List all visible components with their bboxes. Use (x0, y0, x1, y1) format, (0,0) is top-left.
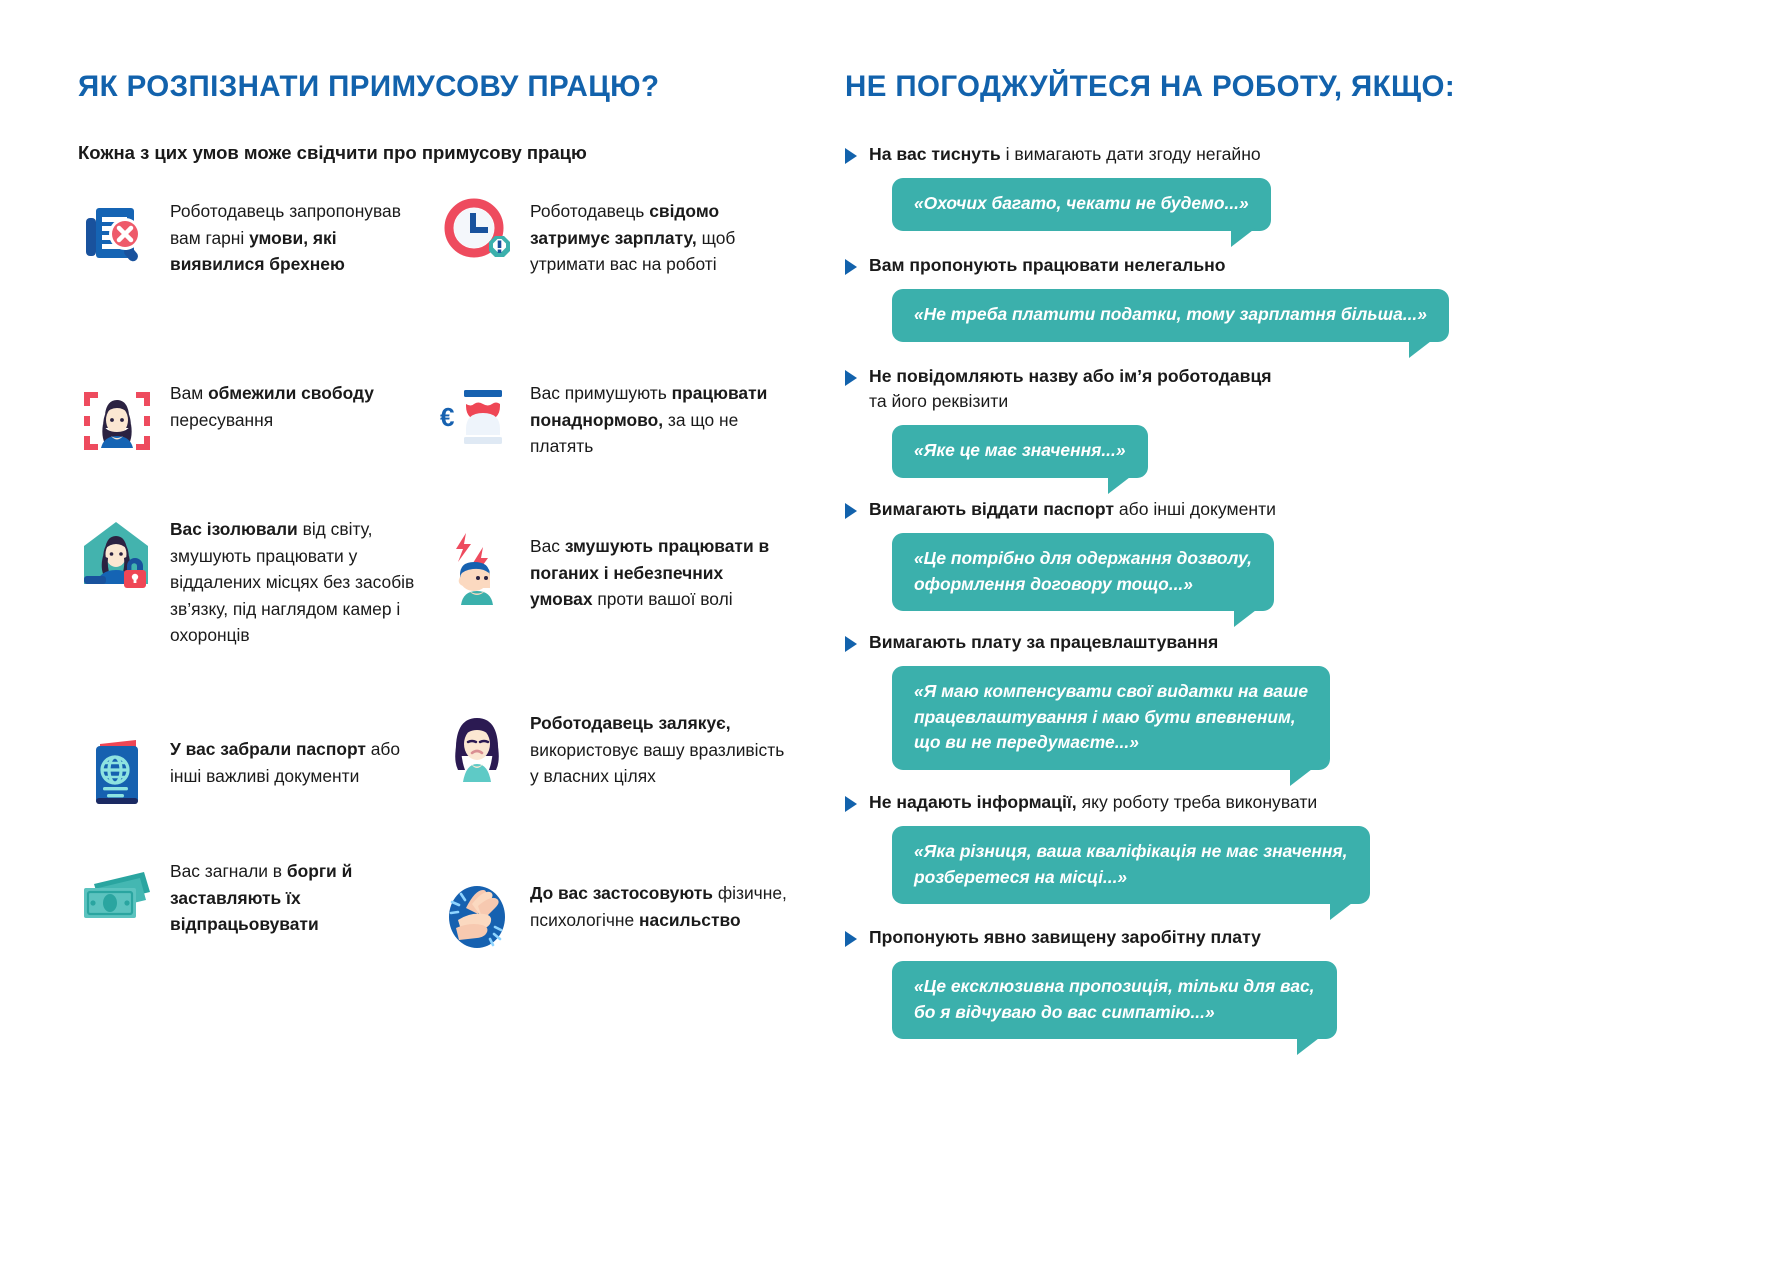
condition-item (78, 734, 428, 812)
warning-heading-text: Вимагають плату за працевлаштування (869, 632, 1219, 652)
condition-item-text: Вас змушують працювати в поганих і небезпечних умовах проти вашої волі (530, 536, 770, 609)
quote-bubble: «Це потрібно для одержання дозволу, оформлення договору тощо...» (892, 533, 1274, 611)
right-column (845, 0, 1745, 1276)
condition-item-text: Вам обмежили свободу пересування (170, 383, 374, 430)
svg-text:€: € (440, 402, 455, 432)
condition-item (78, 196, 428, 278)
condition-item-text: У вас забрали паспорт або інші важливі документи (170, 739, 401, 786)
triangle-bullet-icon (845, 148, 857, 164)
triangle-bullet-icon (845, 259, 857, 275)
quote-bubble: «Не треба платити податки, тому зарплатня більша...» (892, 289, 1449, 342)
left-column (78, 0, 808, 1276)
condition-item-text: Вас ізолювали від світу, змушують працювати у віддалених місцях без засобів зв’язку, під наглядом камер і охоронців (170, 519, 415, 645)
warning-heading (845, 253, 1745, 278)
left-column-title: ЯК РОЗПІЗНАТИ ПРИМУСОВУ ПРАЦЮ? (78, 70, 660, 103)
clock-warning-icon (438, 196, 516, 274)
triangle-bullet-icon (845, 370, 857, 386)
warning-block (845, 497, 1745, 611)
condition-item (78, 378, 428, 456)
warning-block (845, 142, 1745, 231)
quote-bubble: «Я маю компенсувати свої видатки на ваше працевлаштування і маю бути впевненим, що ви не передумаєте...» (892, 666, 1330, 770)
condition-item (438, 378, 788, 460)
condition-item (78, 856, 428, 938)
triangle-bullet-icon (845, 503, 857, 519)
hourglass-euro-icon (438, 378, 516, 456)
warning-heading (845, 497, 1745, 522)
warning-heading-text: Вам пропонують працювати нелегально (869, 255, 1226, 275)
warning-heading (845, 790, 1745, 815)
lightning-worker-icon (438, 531, 516, 609)
passport-icon (78, 734, 156, 812)
condition-item (438, 878, 788, 956)
quote-bubble: «Яка різниця, ваша кваліфікація не має значення, розберетеся на місці...» (892, 826, 1370, 904)
condition-item (438, 708, 788, 790)
warning-block (845, 630, 1745, 770)
warning-heading-text: Пропонують явно завищену заробітну плату (869, 927, 1261, 947)
condition-item-text: Роботодавець свідомо затримує зарплату, щоб утримати вас на роботі (530, 201, 736, 274)
warning-heading-text: Не повідомляють назву або ім’я роботодавця та його реквізити (869, 366, 1272, 411)
condition-item-text: Роботодавець запропонував вам гарні умови, які виявилися брехнею (170, 201, 401, 274)
right-column-title: НЕ ПОГОДЖУЙТЕСЯ НА РОБОТУ, ЯКЩО: (845, 70, 1456, 103)
money-banknotes-icon (78, 856, 156, 934)
sad-woman-icon (438, 708, 516, 786)
condition-item (78, 514, 428, 649)
triangle-bullet-icon (845, 796, 857, 812)
condition-item (438, 196, 788, 278)
triangle-bullet-icon (845, 636, 857, 652)
warning-heading-text: На вас тиснуть і вимагають дати згоду негайно (869, 144, 1261, 164)
quote-bubble: «Яке це має значення...» (892, 425, 1148, 478)
quote-bubble: «Охочих багато, чекати не будемо...» (892, 178, 1271, 231)
condition-item (438, 531, 788, 613)
triangle-bullet-icon (845, 931, 857, 947)
warning-block (845, 364, 1745, 478)
warning-heading (845, 630, 1745, 655)
left-column-subtitle: Кожна з цих умов може свідчити про примусову працю (78, 142, 587, 163)
warning-heading (845, 925, 1745, 950)
warning-heading (845, 142, 1745, 167)
quote-bubble: «Це ексклюзивна пропозиція, тільки для вас, бо я відчуваю до вас симпатію...» (892, 961, 1337, 1039)
document-magnifier-reject-icon (78, 196, 156, 274)
house-person-lock-icon (78, 514, 156, 592)
warning-heading (845, 364, 1745, 414)
hitting-hand-icon (438, 878, 516, 956)
warning-heading-text: Не надають інформації, яку роботу треба виконувати (869, 792, 1318, 812)
condition-item-text: Роботодавець залякує, використовує вашу вразливість у власних цілях (530, 713, 785, 786)
warning-heading-text: Вимагають віддати паспорт або інші документи (869, 499, 1276, 519)
condition-item-text: До вас застосовують фізичне, психологічне насильство (530, 883, 787, 930)
warning-block (845, 790, 1745, 904)
condition-item-text: Вас загнали в борги й заставляють їх відпрацьовувати (170, 861, 353, 934)
condition-item-text: Вас примушують працювати понаднормово, за що не платять (530, 383, 768, 456)
warning-block (845, 253, 1745, 342)
person-in-brackets-icon (78, 378, 156, 456)
warning-block (845, 925, 1745, 1039)
